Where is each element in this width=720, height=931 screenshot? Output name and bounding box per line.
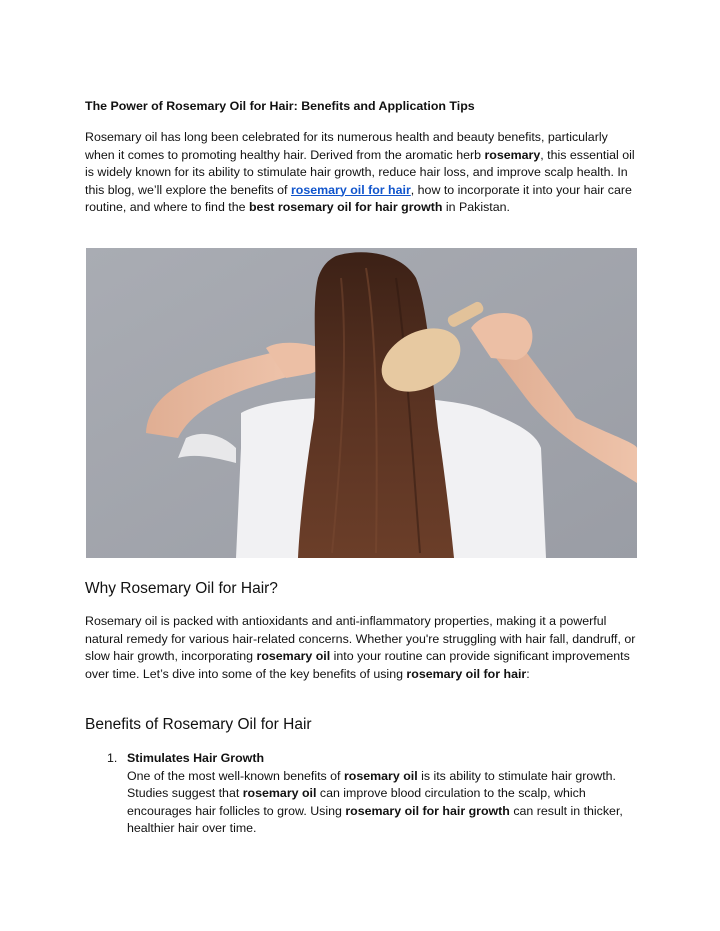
intro-bold-rosemary: rosemary xyxy=(484,147,541,162)
why-text: into your routine can provide significant improvements over time. Let’s dive into some of the key benefits of using xyxy=(85,649,630,681)
benefit-bold: rosemary oil xyxy=(242,786,317,800)
benefit-bold: rosemary oil xyxy=(343,768,418,783)
benefits-list xyxy=(85,750,637,838)
list-item-body xyxy=(127,768,637,838)
why-text: : xyxy=(526,666,530,681)
intro-text: Rosemary oil has long been celebrated for its numerous health and beauty benefits, particularly when it comes to promoting healthy hair. Derived from the aromatic herb xyxy=(85,130,608,162)
benefit-text: can improve blood circulation to the scalp, which encourages hair follicles to grow. Using xyxy=(127,786,586,818)
intro-bold-best-oil: best rosemary oil for hair growth xyxy=(248,200,443,214)
benefit-bold: rosemary oil for hair growth xyxy=(345,803,510,818)
why-rosemary-heading: Why Rosemary Oil for Hair? xyxy=(85,580,278,597)
intro-text: in Pakistan. xyxy=(442,200,510,214)
why-rosemary-paragraph xyxy=(85,613,637,683)
list-item xyxy=(85,750,637,838)
list-item-title xyxy=(127,750,637,768)
why-bold-rosemary-oil: rosemary oil xyxy=(256,649,331,663)
document-title: The Power of Rosemary Oil for Hair: Benefits and Application Tips xyxy=(85,99,475,113)
benefit-text: can result in thicker, healthier hair over time. xyxy=(127,803,623,835)
benefits-heading: Benefits of Rosemary Oil for Hair xyxy=(85,716,312,733)
benefit-text: is its ability to stimulate hair growth. Studies suggest that xyxy=(127,768,616,800)
woman-brushing-hair-illustration xyxy=(86,248,637,558)
intro-paragraph xyxy=(85,129,637,217)
list-item-number: 1. xyxy=(107,751,118,765)
intro-text: , how to incorporate it into your hair care routine, and where to find the xyxy=(85,182,632,214)
benefit-text: One of the most well-known benefits of xyxy=(127,768,344,783)
why-text: Rosemary oil is packed with antioxidants and anti-inflammatory properties, making it a powerful natural remedy for various hair-related concerns. Whether you're struggling with hair fall, dandruff, or slow hair growth, incorporating xyxy=(85,614,636,663)
benefit-title: Stimulates Hair Growth xyxy=(127,751,265,765)
hero-image xyxy=(86,248,637,558)
intro-text: , this essential oil is widely known for its ability to stimulate hair growth, reduce hair loss, and improve scalp health. In this blog, we’ll explore the benefits of xyxy=(85,147,635,197)
rosemary-oil-link[interactable]: rosemary oil for hair xyxy=(290,182,411,197)
why-bold-rosemary-oil-hair: rosemary oil for hair xyxy=(406,666,527,681)
